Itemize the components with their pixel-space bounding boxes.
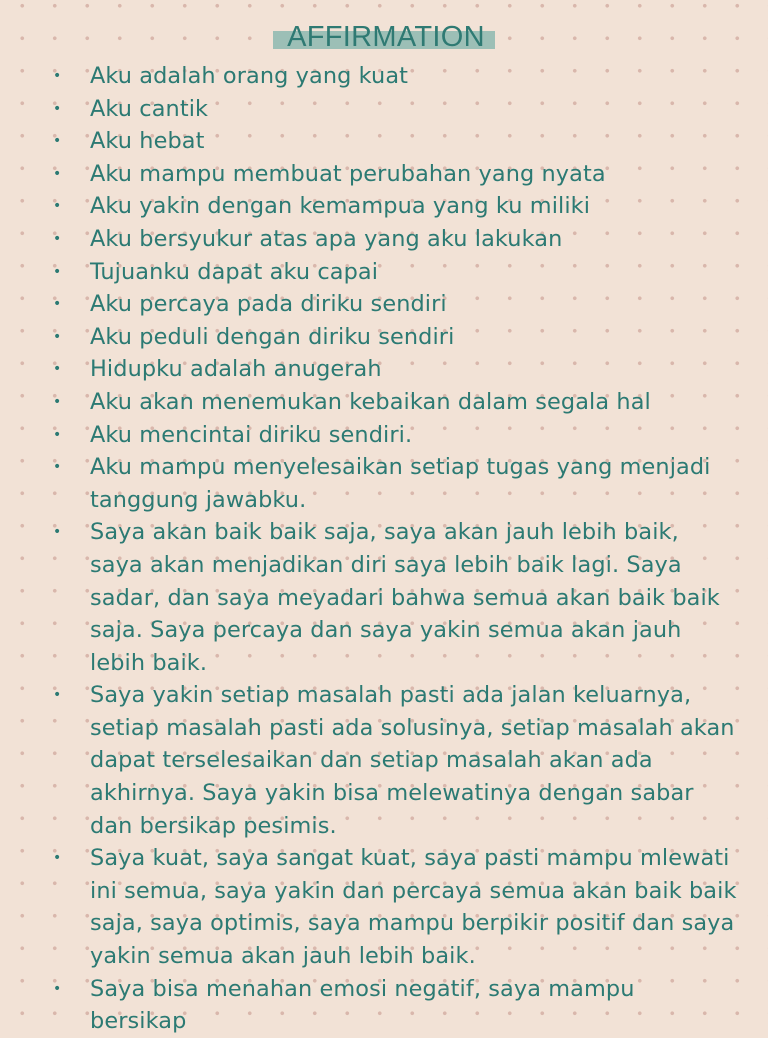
list-item	[0, 451, 768, 516]
bullet-icon: •	[53, 68, 62, 84]
list-item	[0, 321, 768, 354]
list-item-text: Aku cantik	[90, 95, 209, 122]
list-item	[0, 386, 768, 419]
bullet-icon: •	[53, 850, 62, 867]
list-item-text: Aku mencintai diriku sendiri.	[90, 421, 413, 448]
bullet-icon: •	[53, 198, 62, 215]
list-item	[0, 419, 768, 452]
list-item-text: Saya kuat, saya sangat kuat, saya pasti mampu mlewati ini semua, saya yakin dan percaya semua akan baik baik saja, saya optimis, saya mampu berpikir positif dan saya yakin semua akan jauh lebih baik.	[90, 845, 737, 970]
bullet-icon: •	[53, 524, 62, 541]
list-item	[0, 353, 768, 386]
list-item-text: Aku adalah orang yang kuat	[90, 63, 409, 89]
list-item	[0, 60, 768, 93]
list-item-text: Aku peduli dengan diriku sendiri	[90, 323, 455, 350]
list-item	[0, 973, 768, 1038]
list-item-text: Hidupku adalah anugerah	[90, 356, 382, 383]
bullet-icon: •	[53, 165, 62, 182]
affirmation-list	[0, 60, 768, 1038]
list-item-text: Aku mampu menyelesaikan setiap tugas yang menjadi tanggung jawabku.	[90, 454, 711, 513]
list-item	[0, 93, 768, 126]
bullet-icon: •	[53, 426, 62, 443]
bullet-icon: •	[53, 100, 62, 117]
list-item	[0, 223, 768, 256]
bullet-icon: •	[53, 328, 62, 345]
title-wrapper	[0, 22, 768, 52]
list-item-text: Saya bisa menahan emosi negatif, saya mampu bersikap	[90, 975, 635, 1035]
list-item	[0, 288, 768, 321]
list-item	[0, 679, 768, 842]
list-item	[0, 516, 768, 679]
list-item-text: Tujuanku dapat aku capai	[90, 258, 379, 285]
list-item	[0, 158, 768, 191]
bullet-icon: •	[53, 361, 62, 378]
list-item-text: Aku hebat	[90, 128, 205, 155]
bullet-icon: •	[53, 687, 62, 704]
list-item	[0, 256, 768, 289]
list-item-text: Saya akan baik baik saja, saya akan jauh lebih baik, saya akan menjadikan diri saya lebih baik lagi. Saya sadar, dan saya meyadari bahwa semua akan baik baik saja. Saya percaya dan saya yakin semua akan jauh lebih baik.	[90, 519, 720, 676]
bullet-icon: •	[53, 133, 62, 150]
list-item-text: Aku mampu membuat perubahan yang nyata	[90, 160, 606, 187]
bullet-icon: •	[53, 393, 62, 410]
list-item-text: Aku yakin dengan kemampua yang ku miliki	[90, 193, 591, 220]
bullet-icon: •	[53, 980, 62, 997]
bullet-icon: •	[53, 296, 62, 313]
list-item-text: Aku akan menemukan kebaikan dalam segala hal	[90, 388, 651, 415]
bullet-icon: •	[53, 263, 62, 280]
list-item-text: Saya yakin setiap masalah pasti ada jalan keluarnya, setiap masalah pasti ada solusinya, setiap masalah akan dapat terselesaikan dan setiap masalah akan ada akhirnya. Saya yakin bisa melewatinya dengan sabar dan bersikap pesimis.	[90, 682, 735, 839]
list-item-text: Aku bersyukur atas apa yang aku lakukan	[90, 225, 563, 252]
bullet-icon: •	[53, 459, 62, 476]
bullet-icon: •	[53, 230, 62, 247]
list-item	[0, 842, 768, 972]
list-item	[0, 190, 768, 223]
page-title: AFFIRMATION	[273, 22, 495, 52]
list-item-text: Aku percaya pada diriku sendiri	[90, 291, 447, 318]
list-item	[0, 125, 768, 158]
